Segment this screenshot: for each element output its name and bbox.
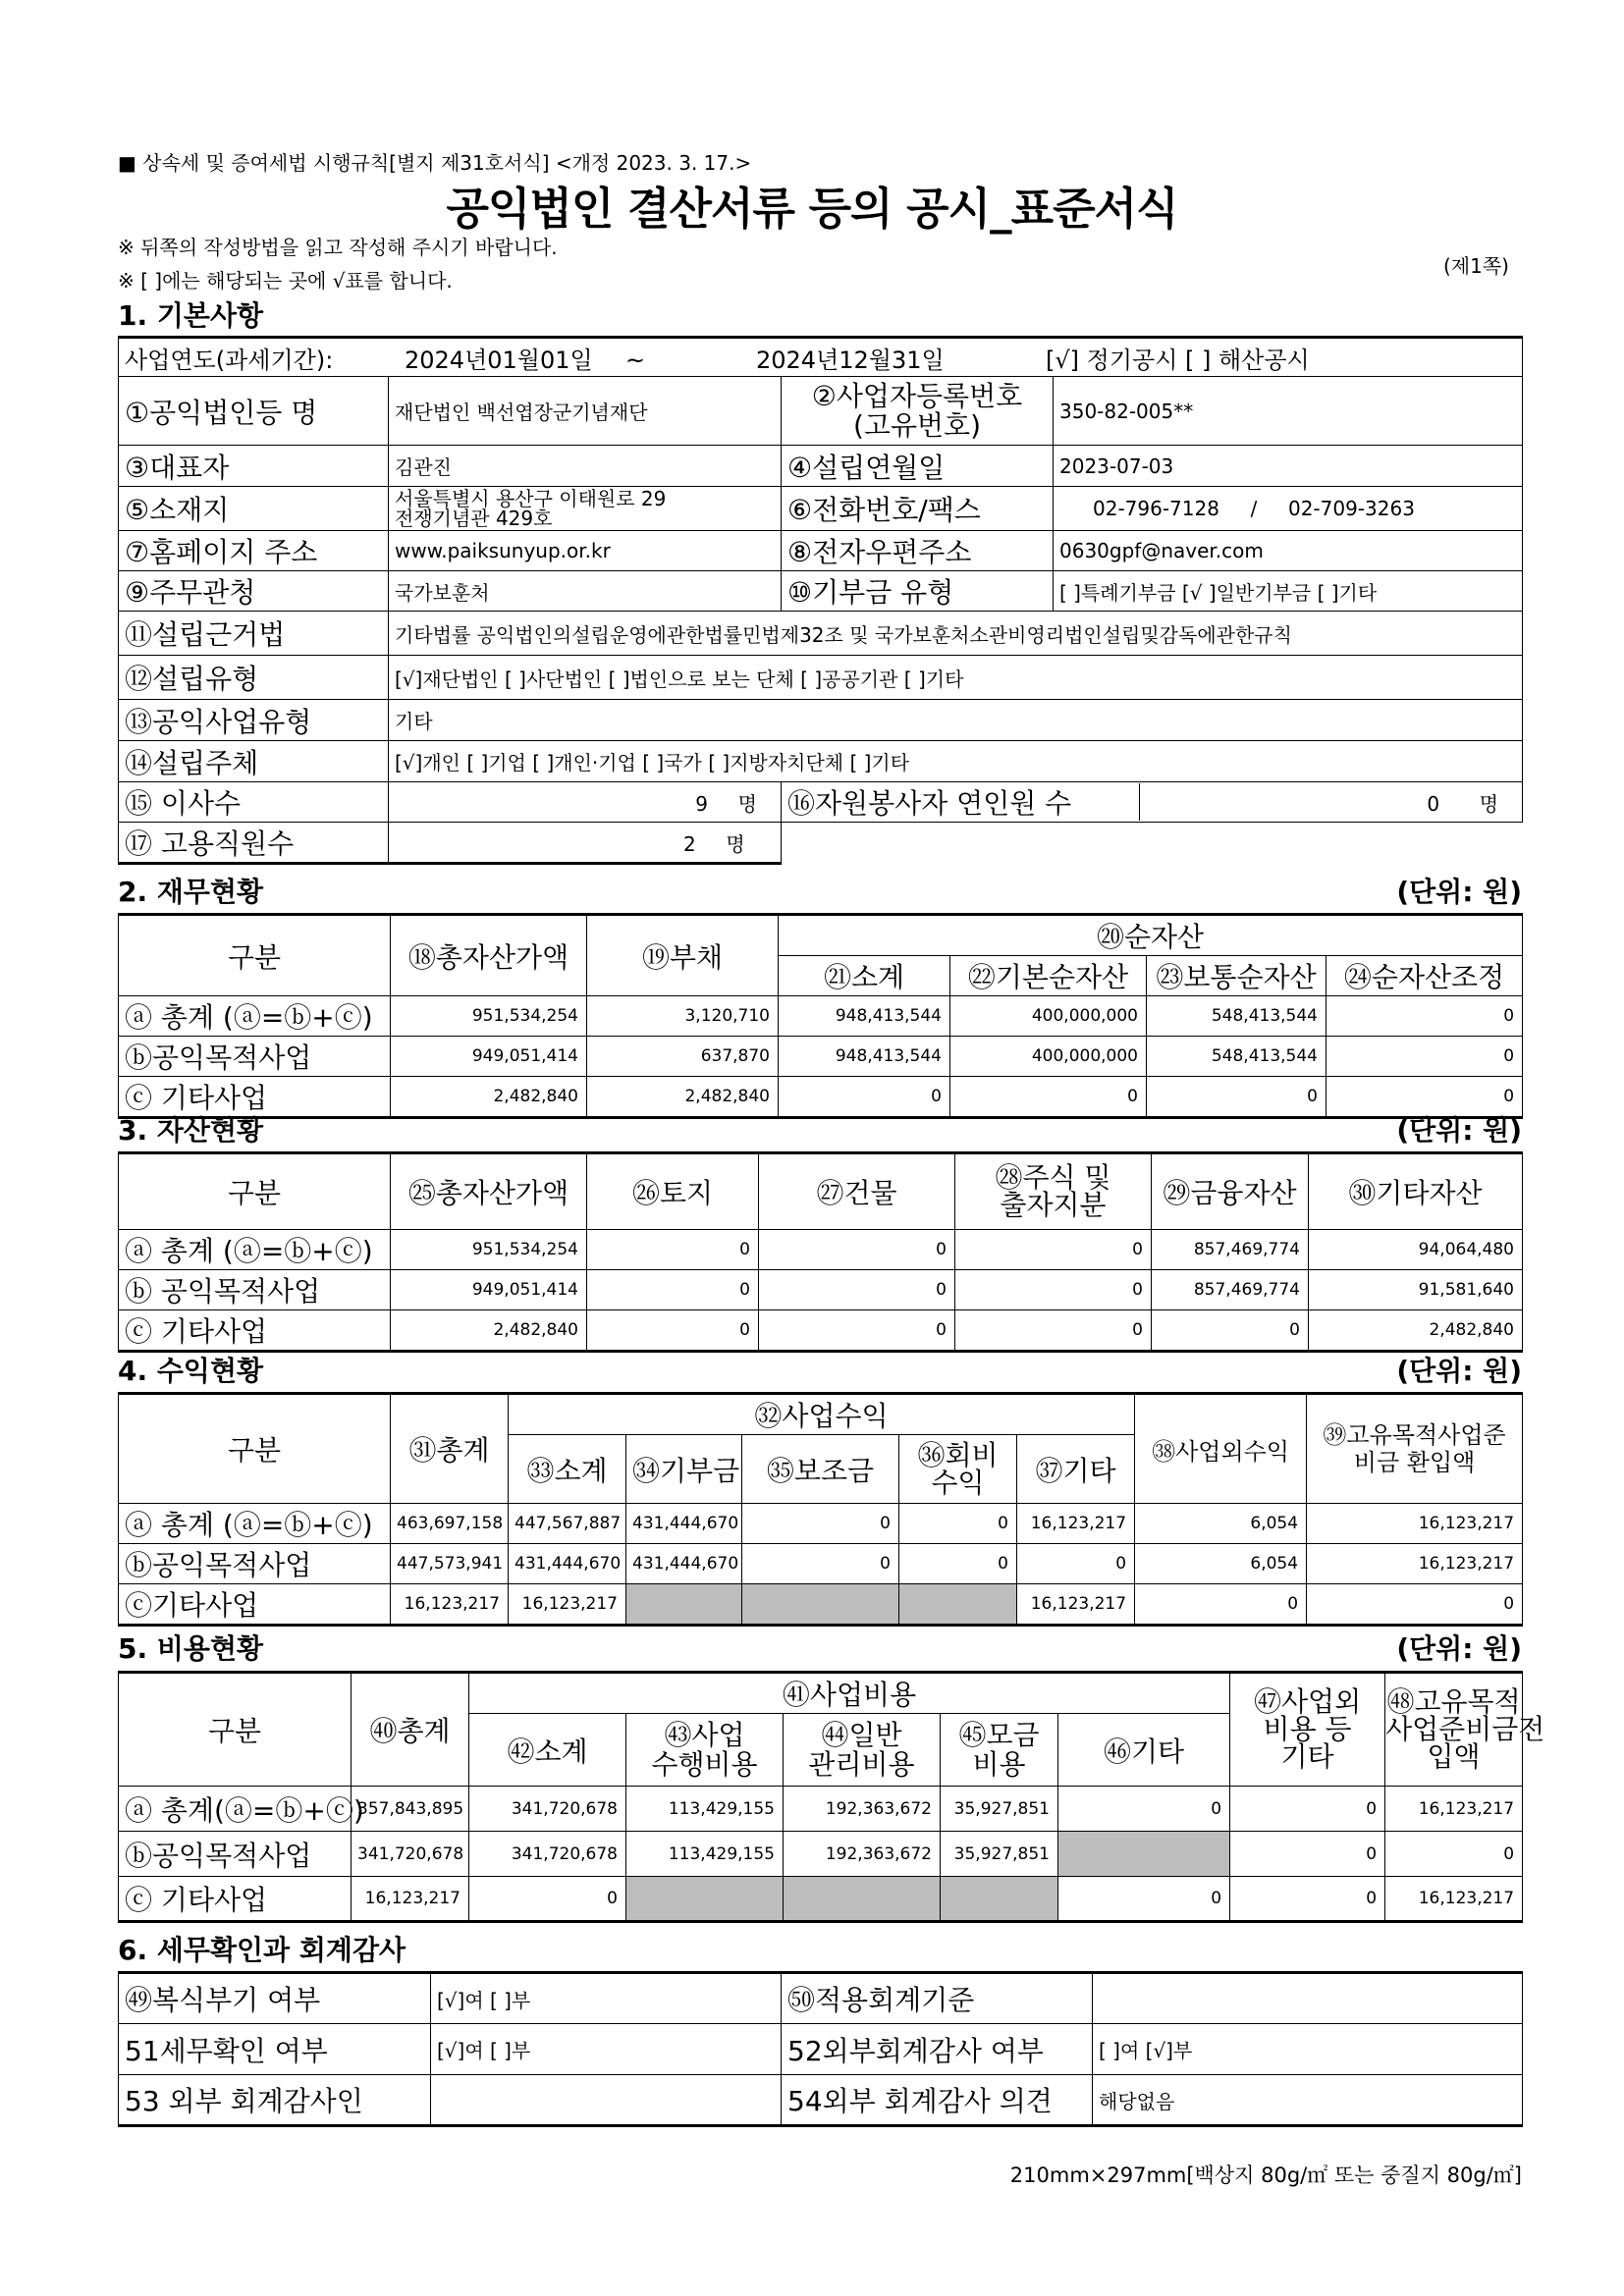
table-cell — [941, 1877, 1058, 1922]
form-reference: ■ 상속세 및 증여세법 시행규칙[별지 제31호서식] <개정 2023. 3. 17.> — [118, 151, 752, 175]
table-cell: 0 — [759, 1310, 955, 1352]
table-cell: 0 — [587, 1270, 759, 1310]
table-row — [119, 1077, 1523, 1118]
table-cell: 16,123,217 — [1307, 1504, 1523, 1544]
table-row — [119, 1230, 1523, 1270]
row-label: ⓒ 기타사업 — [119, 1077, 391, 1118]
s5-header-nonbiz-line2: 비용 등 — [1263, 1713, 1352, 1745]
table-cell: 91,581,640 — [1309, 1270, 1523, 1310]
s3-header-division: 구분 — [119, 1153, 391, 1230]
fiscal-period-row — [119, 338, 1523, 377]
table-cell: 0 — [955, 1230, 1152, 1270]
fiscal-period-label: 사업연도(과세기간): — [125, 346, 334, 374]
row-label: ⓑ공익목적사업 — [119, 1037, 391, 1077]
table-cell: 0 — [1058, 1877, 1230, 1922]
table-cell: 16,123,217 — [1385, 1787, 1523, 1832]
table-cell: 357,843,895 — [352, 1787, 469, 1832]
table-cell: 16,123,217 — [1017, 1584, 1135, 1626]
s2-header-total-assets: ⑱총자산가액 — [391, 915, 587, 996]
s5-header-nonbiz-line3: 기타 — [1280, 1740, 1334, 1773]
email-label: ⑧전자우편주소 — [782, 531, 1054, 571]
employees-unit: 명 — [726, 831, 745, 856]
s4-header-reserve-line1: ㊴고유목적사업준 — [1323, 1421, 1506, 1449]
address-value — [389, 487, 782, 531]
table-cell: 341,720,678 — [352, 1832, 469, 1877]
auditor-value — [431, 2075, 782, 2126]
volunteers-count: 0 — [1427, 791, 1440, 816]
table-cell — [899, 1584, 1017, 1626]
s4-header-biz-revenue: ㉜사업수익 — [509, 1394, 1135, 1435]
table-cell: 0 — [1147, 1077, 1326, 1118]
table-row — [119, 1504, 1523, 1544]
s5-header-reserve-line1: ㊽고유목적 — [1386, 1685, 1521, 1718]
directors-unit: 명 — [737, 791, 757, 816]
s4-header-subsidy: ㉟보조금 — [742, 1435, 899, 1504]
table-cell: 2,482,840 — [1309, 1310, 1523, 1352]
establish-type-checkbox[interactable]: [√]재단법인 [ ]사단법인 [ ]법인으로 보는 단체 [ ]공공기관 [ ]기타 — [389, 656, 1523, 700]
business-number-value: 350-82-005** — [1054, 377, 1523, 446]
row-label: ⓑ공익목적사업 — [119, 1832, 352, 1877]
table-row — [119, 1584, 1523, 1626]
directors-count: 9 — [695, 791, 708, 816]
org-name-label: ①공익법인등 명 — [119, 377, 389, 446]
s2-header-normal-net: ㉓보통순자산 — [1147, 956, 1326, 996]
address-line-2: 전쟁기념관 429호 — [395, 507, 553, 530]
s2-header-division: 구분 — [119, 915, 391, 996]
table-cell: 0 — [955, 1310, 1152, 1352]
instruction-note-2: ※ [ ]에는 해당되는 곳에 √표를 합니다. — [118, 269, 453, 293]
table-cell — [626, 1584, 742, 1626]
s3-header-land: ㉖토지 — [587, 1153, 759, 1230]
table-cell: 0 — [1307, 1584, 1523, 1626]
table-cell: 0 — [1230, 1832, 1385, 1877]
table-cell: 0 — [742, 1544, 899, 1584]
audit-opinion-label: 54외부 회계감사 의견 — [782, 2075, 1093, 2126]
table-cell: 0 — [742, 1504, 899, 1544]
instruction-note-1: ※ 뒤쪽의 작성방법을 읽고 작성해 주시기 바랍니다. — [118, 236, 558, 259]
address-label: ⑤소재지 — [119, 487, 389, 531]
table-row — [119, 1037, 1523, 1077]
phone-value: 02-796-7128 — [1093, 497, 1219, 520]
page-number: (제1쪽) — [1443, 254, 1509, 278]
fax-value: 02-709-3263 — [1287, 497, 1415, 520]
table-cell: 16,123,217 — [509, 1584, 626, 1626]
table-cell: 0 — [950, 1077, 1147, 1118]
row-label: ⓐ 총계(ⓐ=ⓑ+ⓒ) — [119, 1787, 352, 1832]
org-name-value: 재단법인 백선엽장군기념재단 — [389, 377, 782, 446]
public-biz-type-value: 기타 — [389, 700, 1523, 741]
table-cell: 857,469,774 — [1152, 1270, 1309, 1310]
s2-header-basic-net: ㉒기본순자산 — [950, 956, 1147, 996]
audit-opinion-value: 해당없음 — [1093, 2075, 1523, 2126]
table-cell: 0 — [759, 1270, 955, 1310]
s5-header-reserve-line2: 사업준비금전 — [1385, 1713, 1545, 1745]
table-cell: 951,534,254 — [391, 1230, 587, 1270]
founder-checkbox[interactable]: [√]개인 [ ]기업 [ ]개인·기업 [ ]국가 [ ]지방자치단체 [ ]기타 — [389, 741, 1523, 782]
row-label: ⓒ 기타사업 — [119, 1310, 391, 1352]
s4-header-reserve — [1307, 1394, 1523, 1504]
section-1-heading: 1. 기본사항 — [118, 299, 264, 332]
s5-header-etc: ㊻기타 — [1058, 1714, 1230, 1787]
table-row — [119, 996, 1523, 1037]
table-cell: 0 — [1135, 1584, 1307, 1626]
row-label: ⓒ기타사업 — [119, 1584, 391, 1626]
table-cell: 0 — [587, 1230, 759, 1270]
homepage-label: ⑦홈페이지 주소 — [119, 531, 389, 571]
blank-cell — [1054, 823, 1523, 864]
s4-header-etc: ㊲기타 — [1017, 1435, 1135, 1504]
table-cell: 548,413,544 — [1147, 996, 1326, 1037]
table-cell: 0 — [899, 1504, 1017, 1544]
table-cell: 3,120,710 — [587, 996, 779, 1037]
public-biz-type-label: ⑬공익사업유형 — [119, 700, 389, 741]
table-cell: 447,567,887 — [509, 1504, 626, 1544]
section-5-unit: (단위: 원) — [1396, 1632, 1522, 1665]
table-cell: 0 — [1326, 1037, 1523, 1077]
row-label: ⓐ 총계 (ⓐ=ⓑ+ⓒ) — [119, 1230, 391, 1270]
table-cell — [742, 1584, 899, 1626]
table-cell: 0 — [759, 1230, 955, 1270]
period-tilde: ~ — [625, 346, 646, 374]
tax-confirmation-checkbox[interactable]: [√]여 [ ]부 — [431, 2024, 782, 2075]
table-cell: 0 — [469, 1877, 626, 1922]
directors-value — [389, 782, 782, 823]
table-cell: 16,123,217 — [1385, 1877, 1523, 1922]
volunteers-value — [1140, 788, 1522, 817]
s5-header-fundraise — [941, 1714, 1058, 1787]
s5-header-exec-line1: ㊸사업 — [664, 1718, 745, 1751]
s2-header-subtotal: ㉑소계 — [779, 956, 950, 996]
s5-header-fundraise-line1: ㊺모금 — [958, 1718, 1040, 1751]
table-cell — [1058, 1832, 1230, 1877]
s4-header-fee — [899, 1435, 1017, 1504]
table-cell: 113,429,155 — [626, 1787, 784, 1832]
section-4-heading: 4. 수익현황 — [118, 1355, 264, 1387]
employees-value — [389, 823, 782, 864]
s3-header-stock-line2: 출자지분 — [1000, 1189, 1107, 1221]
disclosure-type-checkbox[interactable]: [√] 정기공시 [ ] 해산공시 — [1046, 346, 1310, 374]
table-cell: 0 — [1058, 1787, 1230, 1832]
s4-header-reserve-line2: 비금 환입액 — [1353, 1449, 1476, 1476]
table-cell: 6,054 — [1135, 1504, 1307, 1544]
table-cell: 548,413,544 — [1147, 1037, 1326, 1077]
founder-label: ⑭설립주체 — [119, 741, 389, 782]
email-value[interactable]: 0630gpf@naver.com — [1054, 531, 1523, 571]
address-line-1: 서울특별시 용산구 이태원로 29 — [395, 487, 667, 510]
table-cell: 0 — [899, 1544, 1017, 1584]
establish-date-value: 2023-07-03 — [1054, 446, 1523, 487]
volunteers-cell — [782, 782, 1523, 823]
s4-header-division: 구분 — [119, 1394, 391, 1504]
table-cell: 400,000,000 — [950, 1037, 1147, 1077]
table-cell: 2,482,840 — [391, 1310, 587, 1352]
table-cell: 447,573,941 — [391, 1544, 509, 1584]
table-cell: 16,123,217 — [1017, 1504, 1135, 1544]
row-label: ⓒ 기타사업 — [119, 1877, 352, 1922]
table-cell: 341,720,678 — [469, 1832, 626, 1877]
revenue-status-table — [118, 1392, 1523, 1627]
table-cell: 0 — [587, 1310, 759, 1352]
asset-status-table — [118, 1151, 1523, 1353]
volunteers-unit: 명 — [1479, 791, 1499, 816]
s4-header-donation: ㉞기부금 — [626, 1435, 742, 1504]
phone-fax-separator: / — [1250, 497, 1258, 520]
table-cell: 949,051,414 — [391, 1037, 587, 1077]
table-cell: 948,413,544 — [779, 996, 950, 1037]
s3-header-stock — [955, 1153, 1152, 1230]
donation-type-label: ⑩기부금 유형 — [782, 571, 1054, 612]
table-cell: 0 — [1017, 1544, 1135, 1584]
s5-header-nonbiz — [1230, 1673, 1385, 1787]
s5-header-reserve — [1385, 1673, 1545, 1787]
table-row — [119, 1270, 1523, 1310]
table-cell: 341,720,678 — [469, 1787, 626, 1832]
table-row — [119, 1544, 1523, 1584]
business-number-label: ②사업자등록번호 (고유번호) — [782, 377, 1054, 446]
table-cell: 0 — [1230, 1787, 1385, 1832]
table-cell: 637,870 — [587, 1037, 779, 1077]
table-cell: 949,051,414 — [391, 1270, 587, 1310]
tax-audit-table — [118, 1971, 1523, 2127]
s3-header-financial: ㉙금융자산 — [1152, 1153, 1309, 1230]
table-cell: 0 — [1326, 996, 1523, 1037]
section-4-unit: (단위: 원) — [1396, 1355, 1522, 1387]
table-cell — [784, 1877, 941, 1922]
table-row — [119, 1877, 1523, 1922]
fiscal-period-start: 2024년01월01일 — [405, 346, 593, 374]
accounting-standard-value — [1093, 1973, 1523, 2024]
establish-type-label: ⑫설립유형 — [119, 656, 389, 700]
table-cell — [626, 1877, 784, 1922]
table-cell: 16,123,217 — [1307, 1544, 1523, 1584]
s4-header-total: ㉛총계 — [391, 1394, 509, 1504]
table-cell: 192,363,672 — [784, 1787, 941, 1832]
s5-header-exec-line2: 수행비용 — [651, 1747, 758, 1781]
table-cell: 113,429,155 — [626, 1832, 784, 1877]
s4-header-fee-line2: 수익 — [931, 1466, 985, 1499]
accounting-standard-label: ㊿적용회계기준 — [782, 1973, 1093, 2024]
table-cell: 431,444,670 — [509, 1544, 626, 1584]
s5-header-fundraise-line2: 비용 — [972, 1747, 1026, 1781]
section-2-unit: (단위: 원) — [1396, 876, 1522, 908]
section-3-unit: (단위: 원) — [1396, 1114, 1522, 1147]
legal-basis-label: ⑪설립근거법 — [119, 612, 389, 656]
phone-fax-value — [1054, 487, 1523, 531]
paper-spec-footer: 210mm×297mm[백상지 80g/㎡ 또는 중질지 80g/㎡] — [1009, 2163, 1522, 2187]
external-audit-checkbox[interactable]: [ ]여 [√]부 — [1093, 2024, 1523, 2075]
table-cell: 16,123,217 — [391, 1584, 509, 1626]
section-3-heading: 3. 자산현황 — [118, 1114, 264, 1147]
table-cell: 6,054 — [1135, 1544, 1307, 1584]
table-cell: 2,482,840 — [391, 1077, 587, 1118]
table-cell: 431,444,670 — [626, 1544, 742, 1584]
table-row — [119, 1787, 1523, 1832]
directors-label: ⑮ 이사수 — [119, 782, 389, 823]
table-cell: 948,413,544 — [779, 1037, 950, 1077]
s3-header-building: ㉗건물 — [759, 1153, 955, 1230]
page-title: 공익법인 결산서류 등의 공시_표준서식 — [446, 183, 1178, 235]
table-cell: 35,927,851 — [941, 1832, 1058, 1877]
volunteers-label: ⑯자원봉사자 연인원 수 — [782, 783, 1140, 821]
supervisory-agency-value: 국가보훈처 — [389, 571, 782, 612]
s5-header-total: ㊵총계 — [352, 1673, 469, 1787]
legal-basis-value: 기타법률 공익법인의설립운영에관한법률민법제32조 및 국가보훈처소관비영리법인설립및감독에관한규칙 — [389, 612, 1523, 656]
employees-count: 2 — [683, 831, 696, 856]
blank-cell — [782, 823, 1054, 864]
external-audit-label: 52외부회계감사 여부 — [782, 2024, 1093, 2075]
table-cell: 0 — [1152, 1310, 1309, 1352]
section-5-heading: 5. 비용현황 — [118, 1632, 264, 1665]
s5-header-biz-expense: ㊶사업비용 — [469, 1673, 1230, 1714]
table-cell: 400,000,000 — [950, 996, 1147, 1037]
row-label: ⓑ공익목적사업 — [119, 1544, 391, 1584]
representative-label: ③대표자 — [119, 446, 389, 487]
table-row — [119, 1310, 1523, 1352]
bookkeeping-label: ㊾복식부기 여부 — [119, 1973, 431, 2024]
financial-status-table — [118, 913, 1523, 1119]
section-6-heading: 6. 세무확인과 회계감사 — [118, 1934, 406, 1966]
section-2-heading: 2. 재무현황 — [118, 876, 264, 908]
homepage-value[interactable]: www.paiksunyup.or.kr — [389, 531, 782, 571]
table-row — [119, 1832, 1523, 1877]
table-cell: 0 — [779, 1077, 950, 1118]
table-cell: 0 — [1326, 1077, 1523, 1118]
tax-confirmation-label: 51세무확인 여부 — [119, 2024, 431, 2075]
auditor-label: 53 외부 회계감사인 — [119, 2075, 431, 2126]
table-cell: 463,697,158 — [391, 1504, 509, 1544]
table-cell: 16,123,217 — [352, 1877, 469, 1922]
employees-label: ⑰ 고용직원수 — [119, 823, 389, 864]
s5-header-division: 구분 — [119, 1673, 352, 1787]
s4-header-subtotal: ㉝소계 — [509, 1435, 626, 1504]
bookkeeping-checkbox[interactable]: [√]여 [ ]부 — [431, 1973, 782, 2024]
table-cell: 951,534,254 — [391, 996, 587, 1037]
row-label: ⓐ 총계 (ⓐ=ⓑ+ⓒ) — [119, 996, 391, 1037]
table-cell: 0 — [955, 1270, 1152, 1310]
fiscal-period-end: 2024년12월31일 — [756, 346, 945, 374]
establish-date-label: ④설립연월일 — [782, 446, 1054, 487]
table-cell: 431,444,670 — [626, 1504, 742, 1544]
table-cell: 857,469,774 — [1152, 1230, 1309, 1270]
s3-header-stock-line1: ㉘주식 및 — [995, 1161, 1111, 1194]
supervisory-agency-label: ⑨주무관청 — [119, 571, 389, 612]
s5-header-exec — [626, 1714, 784, 1787]
basic-info-table — [118, 336, 1523, 865]
s3-header-total-assets: ㉕총자산가액 — [391, 1153, 587, 1230]
donation-type-checkbox[interactable]: [ ]특례기부금 [√ ]일반기부금 [ ]기타 — [1054, 571, 1523, 612]
table-cell: 94,064,480 — [1309, 1230, 1523, 1270]
row-label: ⓐ 총계 (ⓐ=ⓑ+ⓒ) — [119, 1504, 391, 1544]
row-label: ⓑ 공익목적사업 — [119, 1270, 391, 1310]
table-cell: 192,363,672 — [784, 1832, 941, 1877]
table-cell: 0 — [1230, 1877, 1385, 1922]
s5-header-admin — [784, 1714, 941, 1787]
s2-header-net-assets: ⑳순자산 — [779, 915, 1523, 956]
s4-header-nonbiz: ㊳사업외수익 — [1135, 1394, 1307, 1504]
table-cell: 35,927,851 — [941, 1787, 1058, 1832]
s5-header-admin-line1: ㊹일반 — [821, 1718, 902, 1751]
s2-header-net-adjust: ㉔순자산조정 — [1326, 956, 1523, 996]
s5-header-reserve-line3: 입액 — [1427, 1740, 1481, 1773]
expense-status-table — [118, 1671, 1545, 1923]
representative-value: 김관진 — [389, 446, 782, 487]
table-cell: 2,482,840 — [587, 1077, 779, 1118]
s5-header-subtotal: ㊷소계 — [469, 1714, 626, 1787]
s5-header-nonbiz-line1: ㊼사업외 — [1253, 1685, 1362, 1718]
phone-fax-label: ⑥전화번호/팩스 — [782, 487, 1054, 531]
s2-header-debt: ⑲부채 — [587, 915, 779, 996]
table-cell: 0 — [1385, 1832, 1523, 1877]
s4-header-fee-line1: ㊱회비 — [917, 1438, 999, 1471]
s5-header-admin-line2: 관리비용 — [808, 1747, 915, 1781]
s3-header-other: ㉚기타자산 — [1309, 1153, 1523, 1230]
